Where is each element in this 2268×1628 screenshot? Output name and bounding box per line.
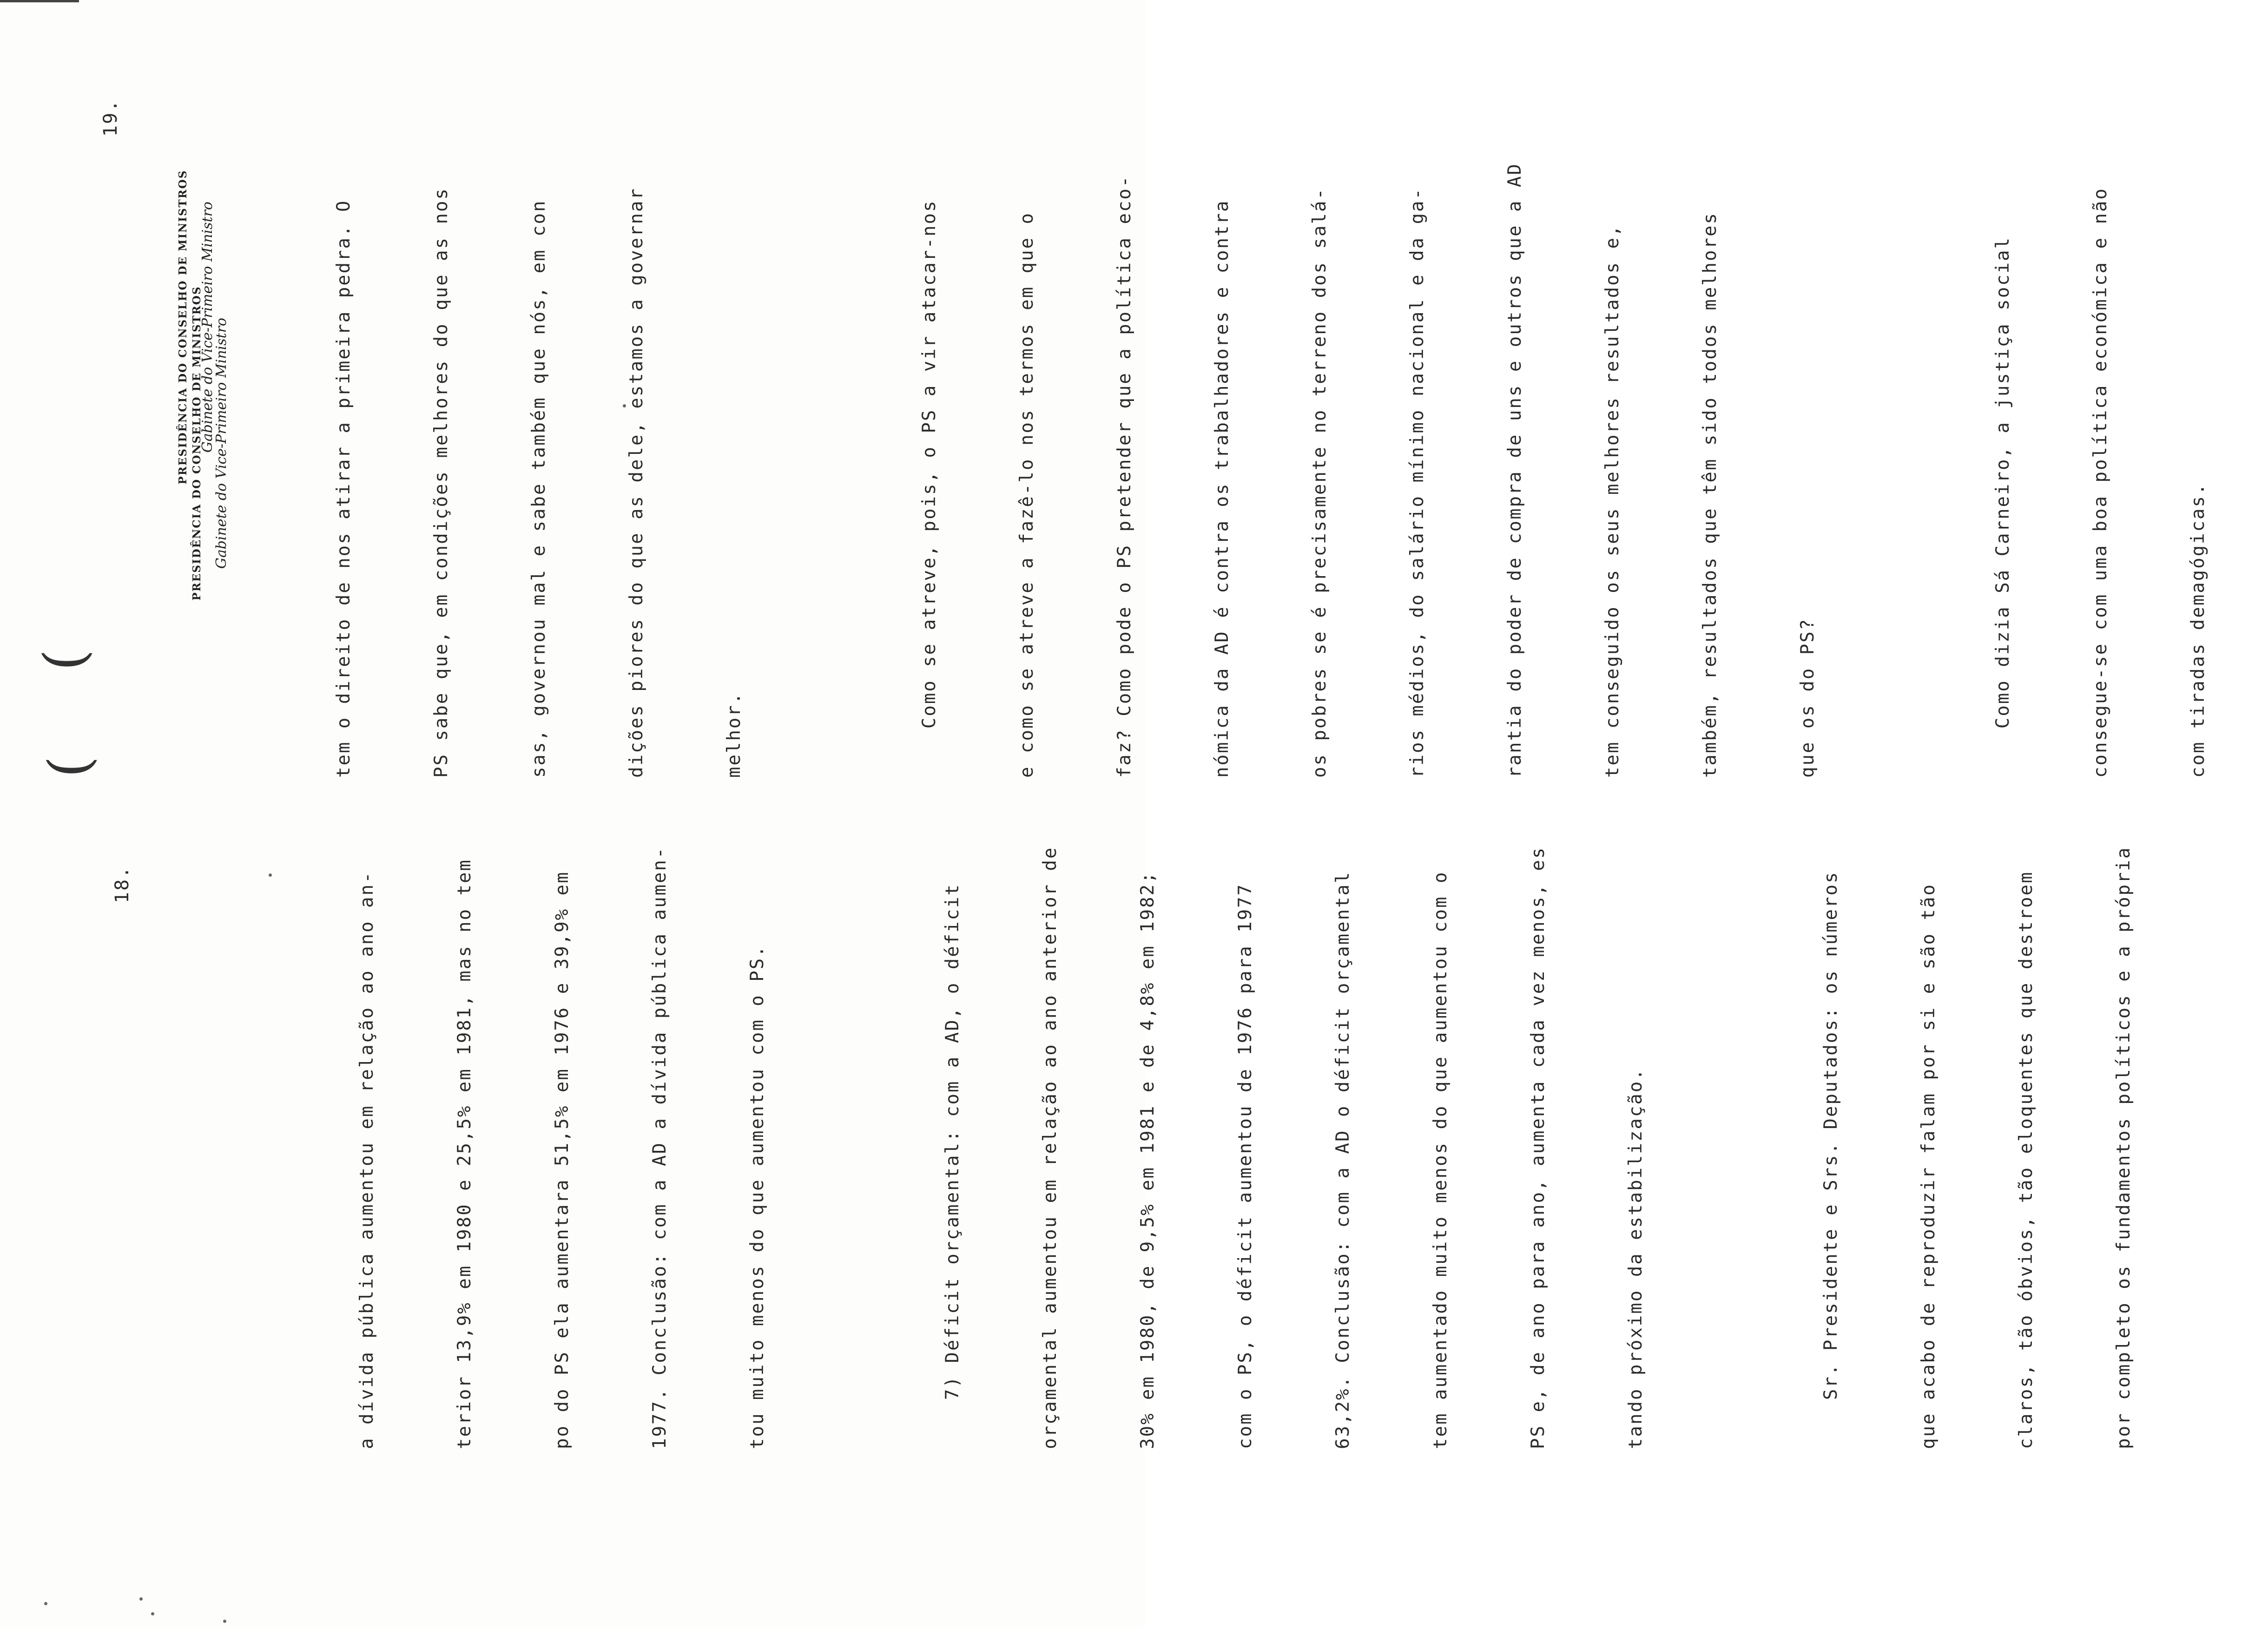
text-line: PS e, de ano para ano, aumenta cada vez menos, es (1528, 846, 1549, 1449)
text-line: 7) Déficit orçamental: com a AD, o déficit (942, 883, 963, 1449)
text-line: melhor. (724, 691, 745, 778)
cabinet-name: Gabinete do Vice-Primeiro Ministro (213, 317, 230, 569)
text-line: os pobres se é precisamente no terreno dos salá- (1309, 187, 1330, 778)
text-line: consegue-se com uma boa política económica e não (2090, 187, 2111, 778)
text-line: rantia do poder de compra de uns e outros que a AD (1504, 163, 1525, 778)
text-line (804, 163, 860, 778)
text-line: po do PS ela aumentara 51,5% em 1976 e 39,9% em (552, 871, 573, 1449)
text-line: PS sabe que, em condições melhores do que as nos (431, 187, 452, 778)
text-line: tou muito menos do que aumentou com o PS. (747, 945, 768, 1449)
text-line: com tiradas demagógicas. (2188, 482, 2209, 778)
text-line: que acabo de reproduzir falam por si e são tão (1918, 883, 1939, 1449)
text-line: e como se atreve a fazê-lo nos termos em que o (1016, 211, 1037, 778)
office-name: PRESIDÊNCIA DO CONSELHO DE MINISTROS (177, 170, 189, 485)
letterhead-right (177, 48, 216, 606)
text-line: faz? Como pode o PS pretender que a política eco- (1114, 175, 1135, 778)
text-line: Como se atreve, pois, o PS a vir atacar-nos (919, 199, 940, 778)
text-line: tem o direito de nos atirar a primeira pedra. O (333, 199, 354, 778)
body-text-left (297, 846, 2194, 1449)
text-line: 63,2%. Conclusão: com a AD o déficit orçamental (1332, 871, 1353, 1449)
text-line (1878, 163, 1933, 778)
page-number-left: 18. (112, 865, 133, 903)
cabinet-name: Gabinete do Vice-Primeiro Ministro (199, 201, 216, 453)
text-line: nómica da AD é contra os trabalhadores e contra (1212, 199, 1233, 778)
text-line: Sr. Presidente e Srs. Deputados: os números (1820, 871, 1841, 1449)
text-line: também, resultados que têm sido todos melhores (1700, 211, 1721, 778)
text-line (827, 846, 883, 1449)
text-line: que os do PS? (1797, 617, 1818, 778)
text-line: sas, governou mal e sabe também que nós, em con (528, 199, 549, 778)
text-line: 1977. Conclusão: com a AD a dívida pública aumen- (649, 846, 670, 1449)
office-name: PRESIDÊNCIA DO CONSELHO DE MINISTROS (191, 286, 203, 601)
text-line: claros, tão óbvios, tão eloquentes que destroem (2016, 871, 2037, 1449)
text-line (1706, 846, 1761, 1449)
text-line: tando próximo da estabilização. (1625, 1068, 1646, 1449)
text-line: rios médios, do salário mínimo nacional e da ga- (1407, 187, 1428, 778)
parenthesis-mark: ( (33, 649, 97, 671)
text-line: tem aumentado muito menos do que aumentou com o (1430, 871, 1451, 1449)
text-line: Como dizia Sá Carneiro, a justiça social (1992, 236, 2013, 778)
text-line: por completo os fundamentos políticos e a própria (2113, 846, 2134, 1449)
body-text-right (274, 163, 2268, 778)
parenthesis-mark: ( (37, 756, 102, 778)
text-line: terior 13,9% em 1980 e 25,5% em 1981, mas no tem (454, 858, 475, 1449)
text-line: 30% em 1980, de 9,5% em 1981 e de 4,8% em 1982; (1137, 871, 1158, 1449)
text-line: com o PS, o déficit aumentou de 1976 para 1977 (1235, 883, 1256, 1449)
text-line: a dívida pública aumentou em relação ao ano an- (356, 871, 377, 1449)
page-number-right: 19. (100, 98, 121, 137)
text-line: dições piores do que as dele, estamos a governar (626, 187, 647, 778)
text-line: orçamental aumentou em relação ao ano anterior de (1040, 846, 1061, 1449)
text-line: tem conseguido os seus melhores resultados e, (1602, 224, 1623, 778)
